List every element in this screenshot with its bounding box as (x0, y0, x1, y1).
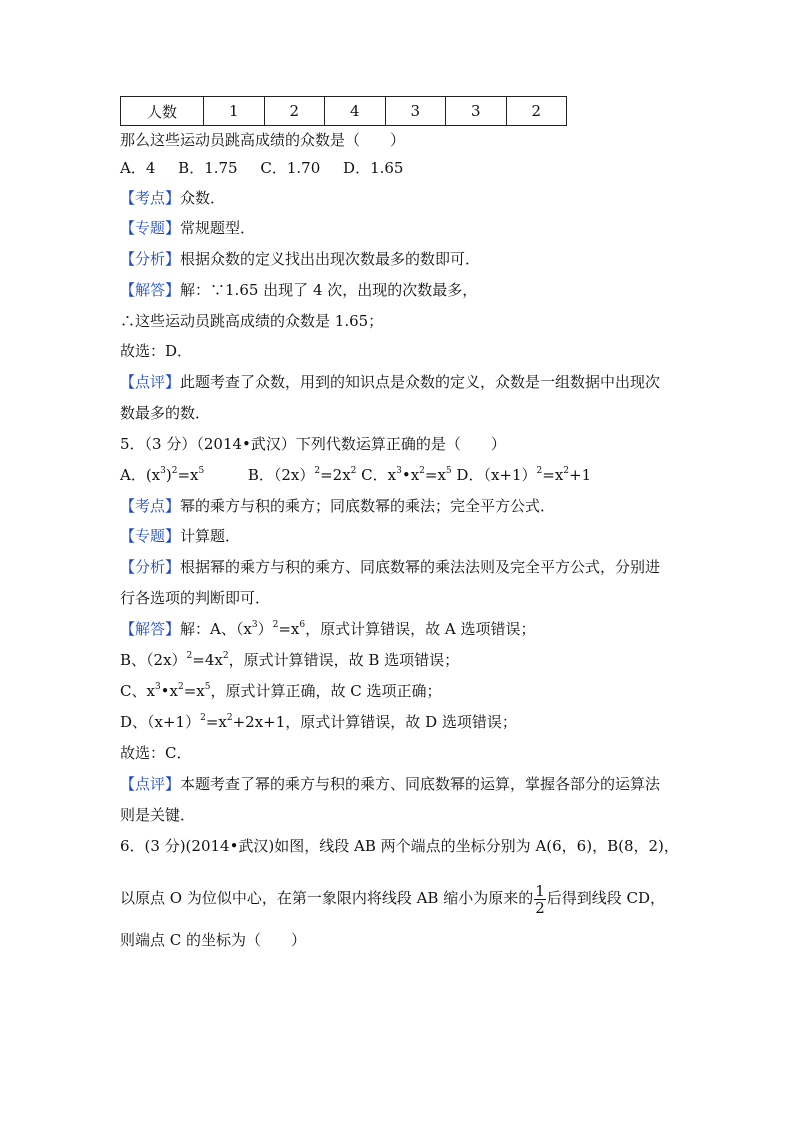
jieda-a-tail: ，原式计算错误，故 A 选项错误； (305, 620, 536, 638)
frequency-table (120, 96, 567, 126)
q4-choices (120, 158, 421, 178)
table-cell: 2 (264, 97, 325, 126)
q6-line1: 6．(3 分)(2014•武汉)如图，线段 AB 两个端点的坐标分别为 A(6，6)，B(8，2)， (120, 837, 679, 855)
q5-stem: 5．（3 分）（2014•武汉）下列代数运算正确的是（ ） (120, 435, 506, 453)
line-d-math: D、$(x+1)^2=x^2+2x+1$ (120, 713, 286, 731)
choice-c: C．1.70 (260, 159, 321, 177)
fraction-denominator: 2 (535, 898, 545, 917)
q5-fenxi (120, 557, 660, 577)
q5-line-c (120, 681, 442, 701)
q4-dianping (120, 372, 660, 392)
zhuanti-tag: 【专题】 (120, 219, 181, 237)
table-cell: 3 (385, 97, 446, 126)
line-c-tail: ，原式计算正确，故 C 选项正确； (210, 682, 442, 700)
jieda-a-math: $(x^3)^2=x^6$ (235, 620, 306, 638)
table-row-header: 人数 (121, 97, 204, 126)
q6-line3: 则端点 C 的坐标为（ ） (120, 931, 307, 949)
zhuanti-text: 常规题型． (180, 219, 256, 237)
q5-fenxi-line2: 行各选项的判断即可． (120, 589, 271, 607)
q5-kaodian (120, 496, 555, 516)
q4-stem: 那么这些运动员跳高成绩的众数是（ ） (120, 131, 406, 149)
q4-dianping-line2: 数最多的数． (120, 404, 211, 422)
q5-choices (120, 465, 591, 485)
q6-line2 (120, 880, 665, 916)
q4-zhuanti (120, 218, 255, 238)
jieda-tag: 【解答】 (120, 620, 181, 638)
fenxi-text: 根据众数的定义找出出现次数最多的数即可． (180, 250, 481, 268)
dianping-tag: 【点评】 (120, 373, 181, 391)
zhuanti-tag: 【专题】 (120, 527, 181, 545)
table-cell: 3 (446, 97, 507, 126)
q5-line-b (120, 650, 459, 670)
table-cell: 4 (325, 97, 386, 126)
fraction-one-half (534, 883, 546, 916)
q5-zhuanti (120, 526, 240, 546)
q5-dianping (120, 774, 660, 794)
line-b-tail: ，原式计算错误，故 B 选项错误； (228, 651, 460, 669)
choice-a: A．$(x^3)^2=x^5$ (120, 466, 205, 484)
choice-b: B．$(2x)^2=2x^2$ C．$x^3•x^2=x^5$ D．$(x+1)^2=x^2+1$ (247, 466, 592, 484)
q4-kaodian (120, 188, 225, 208)
choice-b: B．1.75 (178, 159, 238, 177)
table-cell: 1 (204, 97, 265, 126)
kaodian-tag: 【考点】 (120, 189, 181, 207)
dianping-text: 此题考查了众数，用到的知识点是众数的定义，众数是一组数据中出现次 (180, 373, 661, 391)
q5-dianping-line2: 则是关键． (120, 806, 196, 824)
q4-jieda-line2: ∴这些运动员跳高成绩的众数是 1.65； (120, 312, 384, 330)
choice-d: D．1.65 (343, 159, 404, 177)
q6-line2-pre: 以原点 O 为位似中心，在第一象限内将线段 AB 缩小为原来的 (120, 889, 534, 907)
jieda-lead: 解：A、 (180, 620, 236, 638)
q5-choose: 故选：C． (120, 744, 192, 762)
table-row (121, 97, 567, 126)
fenxi-tag: 【分析】 (120, 558, 181, 576)
dianping-text: 本题考查了幂的乘方与积的乘方、同底数幂的运算，掌握各部分的运算法 (180, 775, 661, 793)
q5-line-d (120, 712, 517, 732)
table-cell: 2 (506, 97, 567, 126)
q4-choose: 故选：D． (120, 342, 193, 360)
q6-line2-post: 后得到线段 CD， (546, 889, 666, 907)
choice-a: A．4 (120, 159, 156, 177)
fenxi-text: 根据幂的乘方与积的乘方、同底数幂的乘法法则及完全平方公式，分别进 (180, 558, 661, 576)
zhuanti-text: 计算题． (180, 527, 241, 545)
line-c-math: C、$x^3•x^2=x^5$ (120, 682, 211, 700)
line-d-tail: ，原式计算错误，故 D 选项错误； (285, 713, 517, 731)
dianping-tag: 【点评】 (120, 775, 181, 793)
fenxi-tag: 【分析】 (120, 250, 181, 268)
line-b-math: B、$(2x)^2=4x^2$ (120, 651, 229, 669)
kaodian-text: 众数． (180, 189, 226, 207)
q4-fenxi (120, 249, 480, 269)
kaodian-text: 幂的乘方与积的乘方；同底数幂的乘法；完全平方公式． (180, 497, 556, 515)
q4-jieda (120, 280, 477, 300)
jieda-text: 解：∵1.65 出现了 4 次，出现的次数最多， (180, 281, 478, 299)
kaodian-tag: 【考点】 (120, 497, 181, 515)
fraction-numerator: 1 (535, 881, 545, 900)
q5-jieda (120, 619, 535, 639)
jieda-tag: 【解答】 (120, 281, 181, 299)
